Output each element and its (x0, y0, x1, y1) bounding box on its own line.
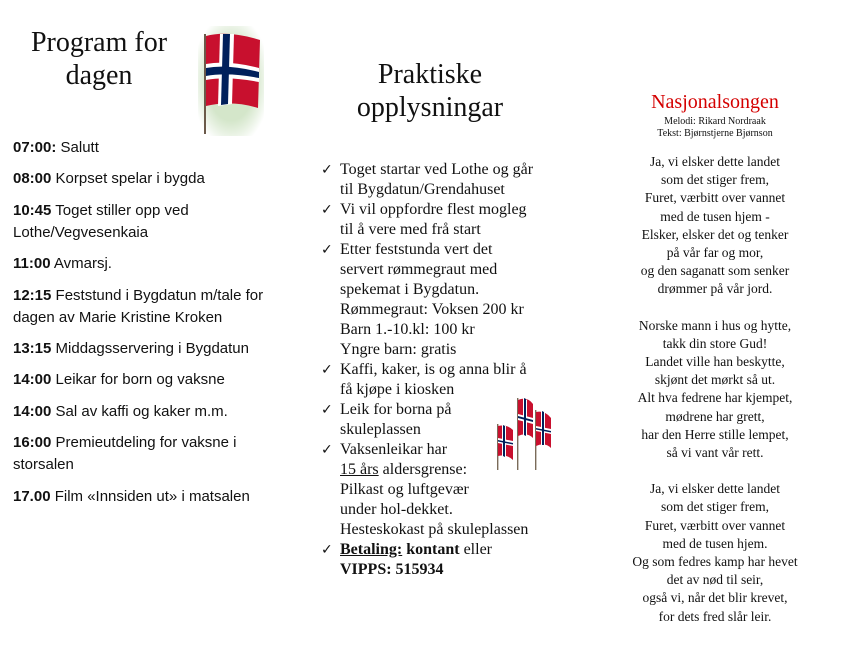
schedule-list (13, 137, 275, 517)
small-flags-icon (493, 394, 553, 470)
schedule-text: Film «Innsiden ut» i matsalen (50, 487, 250, 505)
schedule-item (13, 168, 275, 190)
schedule-text: Avmarsj. (50, 255, 112, 273)
info-item (320, 160, 580, 200)
info-line: skuleplassen (340, 421, 421, 438)
verse-line: Elsker, elsker det og tenker (641, 226, 789, 242)
verse-line: så vi vant vår rett. (666, 445, 764, 461)
verse-line: med de tusen hjem. (662, 535, 768, 551)
anthem-title: Nasjonalsongen (651, 91, 779, 113)
schedule-item (13, 486, 275, 508)
norwegian-flag-photo (198, 26, 264, 136)
verse-line: det av nød til seir, (666, 572, 764, 588)
verse-line: Furet, værbitt over vannet (644, 517, 786, 533)
info-line: Rømmegraut: Voksen 200 kr (340, 301, 524, 318)
schedule-text: Feststund i Bygdatun m/tale for dagen av Marie Kristine Kroken (13, 286, 264, 326)
schedule-text: Leikar for born og vaksne (51, 371, 225, 389)
check-icon: ✓ (321, 202, 333, 218)
verse-line: for dets fred slår leir. (658, 608, 772, 624)
info-line: servert rømmegraut med (340, 261, 498, 278)
info-line: Kaffi, kaker, is og anna blir å (340, 361, 527, 378)
info-item-payment (320, 540, 580, 580)
info-list (320, 160, 580, 580)
schedule-time: 10:45 (13, 201, 52, 219)
anthem-verses (600, 153, 830, 644)
schedule-text: Toget stiller opp ved Lothe/Vegvesenkaia (13, 201, 189, 241)
verse-line: Landet ville han beskytte, (645, 354, 785, 370)
info-line: Barn 1.-10.kl: 100 kr (340, 321, 475, 338)
schedule-time: 13:15 (13, 339, 52, 357)
info-line: Pilkast og luftgevær (340, 481, 469, 498)
info-line: få kjøpe i kiosken (340, 381, 455, 398)
info-line: Leik for borna på (340, 401, 452, 418)
verse-line: drømmer på vår jord. (657, 281, 773, 297)
schedule-time: 11:00 (13, 255, 51, 273)
info-title: Praktiske opplysningar (356, 59, 504, 123)
verse-line: som det stiger frem, (661, 172, 769, 188)
info-line: til å vere med frå start (340, 221, 481, 238)
schedule-time: 14:00 (13, 402, 52, 420)
schedule-item (13, 200, 275, 244)
schedule-time: 16:00 (13, 434, 52, 452)
check-icon: ✓ (321, 162, 333, 178)
verse-line: og den saganatt som senker (640, 263, 790, 279)
info-line: under hol-dekket. (340, 501, 453, 518)
schedule-item (13, 338, 275, 360)
payment-method: kontant (402, 541, 460, 558)
check-icon: ✓ (321, 542, 333, 558)
schedule-item (13, 432, 275, 476)
check-icon: ✓ (321, 442, 333, 458)
verse-line: på vår far og mor, (666, 245, 764, 261)
schedule-item (13, 401, 275, 423)
info-line: Vi vil oppfordre flest mogleg (340, 201, 527, 218)
info-line-rest: aldersgrense: (378, 461, 468, 478)
anthem-credits (600, 116, 830, 140)
schedule-item (13, 253, 275, 275)
verse-line: Norske mann i hus og hytte, (638, 317, 792, 333)
verse-line: skjønt det mørkt så ut. (654, 372, 776, 388)
schedule-text: Middagsservering i Bygdatun (51, 339, 249, 357)
info-line: Vaksenleikar har (340, 441, 448, 458)
info-line: Etter feststunda vert det (340, 241, 493, 258)
verse-line: Ja, vi elsker dette landet (649, 481, 781, 497)
verse-line: har den Herre stille lempet, (641, 426, 789, 442)
verse-line: Furet, værbitt over vannet (644, 190, 786, 206)
schedule-text: Sal av kaffi og kaker m.m. (51, 402, 228, 420)
info-item (320, 240, 580, 360)
info-line: Yngre barn: gratis (340, 341, 457, 358)
schedule-item (13, 137, 275, 159)
payment-rest: eller (459, 541, 492, 558)
verse-line: med de tusen hjem - (660, 208, 770, 224)
check-icon: ✓ (321, 242, 333, 258)
info-line: spekemat i Bygdatun. (340, 281, 480, 298)
schedule-text: Salutt (56, 139, 99, 156)
check-icon: ✓ (321, 362, 333, 378)
verse (600, 480, 830, 626)
verse-line: Og som fedres kamp har hevet (632, 554, 798, 570)
verse-line: Alt hva fedrene har kjempet, (637, 390, 793, 406)
schedule-text: Korpset spelar i bygda (51, 170, 205, 188)
schedule-time: 17.00 (13, 487, 51, 505)
schedule-item (13, 369, 275, 391)
lyrics-credit: Tekst: Bjørnstjerne Bjørnson (657, 128, 773, 139)
payment-label: Betaling: (340, 541, 403, 558)
verse-line: også vi, når det blir krevet, (642, 590, 788, 606)
melody-credit: Melodi: Rikard Nordraak (664, 116, 766, 127)
schedule-time: 08:00 (13, 170, 52, 188)
age-limit: 15 års (340, 461, 379, 478)
schedule-time: 07:00: (13, 139, 57, 156)
program-title: Program for dagen (30, 27, 168, 91)
payment-line (340, 540, 580, 560)
vipps-number: VIPPS: 515934 (340, 561, 444, 578)
info-line: til Bygdatun/Grendahuset (340, 181, 505, 198)
verse-line: som det stiger frem, (661, 499, 769, 515)
schedule-time: 14:00 (13, 371, 52, 389)
info-item (320, 200, 580, 240)
verse-line: Ja, vi elsker dette landet (649, 154, 781, 169)
check-icon: ✓ (321, 402, 333, 418)
info-line: Toget startar ved Lothe og går (340, 161, 534, 178)
info-line: Hesteskokast på skuleplassen (340, 521, 529, 538)
schedule-text: Premieutdeling for vaksne i storsalen (13, 434, 237, 474)
verse (600, 317, 830, 463)
verse-line: takk din store Gud! (662, 335, 768, 351)
verse-line: mødrene har grett, (665, 408, 765, 424)
schedule-time: 12:15 (13, 286, 52, 304)
schedule-item (13, 285, 275, 329)
verse (600, 153, 830, 299)
